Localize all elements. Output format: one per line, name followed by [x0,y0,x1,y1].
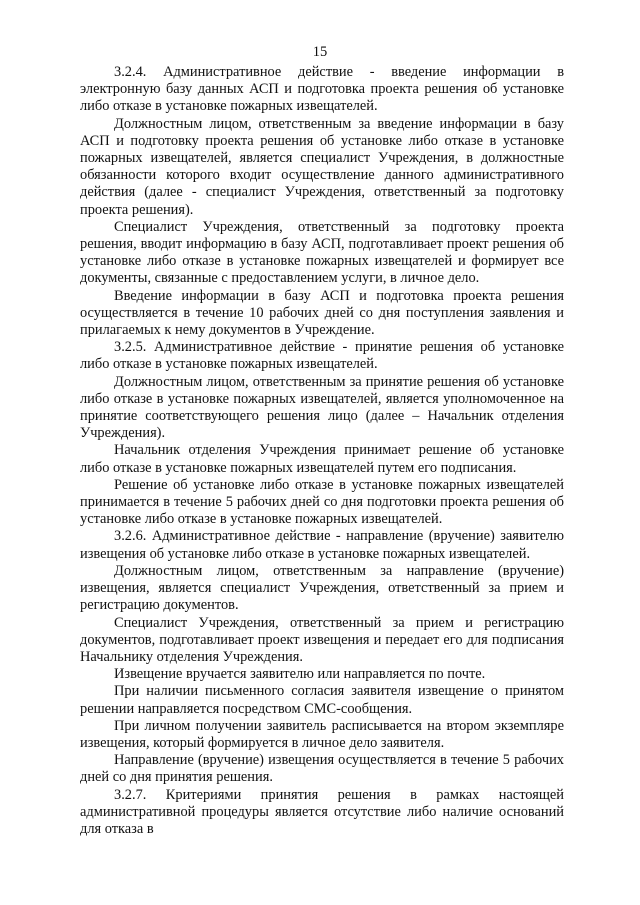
paragraph: Должностным лицом, ответственным за направление (вручение) извещения, является специалист Учреждения, ответственный за прием и регистрацию документов. [80,562,564,614]
document-body [80,64,564,838]
paragraph-3-2-7: 3.2.7. Критериями принятия решения в рамках настоящей административной процедуры является отсутствие либо наличие оснований для отказа в [80,786,564,837]
page-number: 15 [312,44,328,60]
paragraph: Введение информации в базу АСП и подготовка проекта решения осуществляется в течение 10 рабочих дней со дня поступления заявления и прилагаемых к нему документов в Учреждение. [80,287,564,339]
paragraph-3-2-4: 3.2.4. Административное действие - введение информации в электронную базу данных АСП и подготовка проекта решения об установке либо отказе в установке пожарных извещателей. [80,64,564,115]
paragraph: Должностным лицом, ответственным за принятие решения об установке либо отказе в установке пожарных извещателей, является уполномоченное на принятие соответствующего решения лицо (далее – Начальник отделения Учреждения). [80,373,564,442]
paragraph: Начальник отделения Учреждения принимает решение об установке либо отказе в установке пожарных извещателей путем его подписания. [80,442,564,476]
paragraph: При наличии письменного согласия заявителя извещение о принятом решении направляется посредством СМС-сообщения. [80,683,564,717]
paragraph: При личном получении заявитель расписывается на втором экземпляре извещения, который формируется в личное дело заявителя. [80,717,564,751]
paragraph: Специалист Учреждения, ответственный за прием и регистрацию документов, подготавливает проект извещения и передает его для подписания Начальнику отделения Учреждения. [80,614,564,665]
paragraph: Решение об установке либо отказе в установке пожарных извещателей принимается в течение 5 рабочих дней со дня подготовки проекта решения об установке либо отказе в установке пожарных извещателей. [80,476,564,528]
paragraph: Направление (вручение) извещения осуществляется в течение 5 рабочих дней со дня принятия решения. [80,752,564,786]
paragraph: Извещение вручается заявителю или направляется по почте. [114,666,486,683]
paragraph: Специалист Учреждения, ответственный за подготовку проекта решения, вводит информацию в базу АСП, подготавливает проект решения об установке либо отказе в установке пожарных извещателей и формирует все документы, связанные с предоставлением услуги, в личное дело. [80,218,564,287]
paragraph-3-2-6: 3.2.6. Административное действие - направление (вручение) заявителю извещения об установке либо отказе в установке пожарных извещателей. [80,528,564,562]
paragraph-3-2-5: 3.2.5. Административное действие - принятие решения об установке либо отказе в установке пожарных извещателей. [80,339,564,373]
paragraph: Должностным лицом, ответственным за введение информации в базу АСП и подготовку проекта решения об установке либо отказе в установке пожарных извещателей, является специалист Учреждения, в должностные обязанности которого входит осуществление данного административного действия (далее - специалист Учреждения, ответственный за подготовку проекта решения). [80,115,564,218]
